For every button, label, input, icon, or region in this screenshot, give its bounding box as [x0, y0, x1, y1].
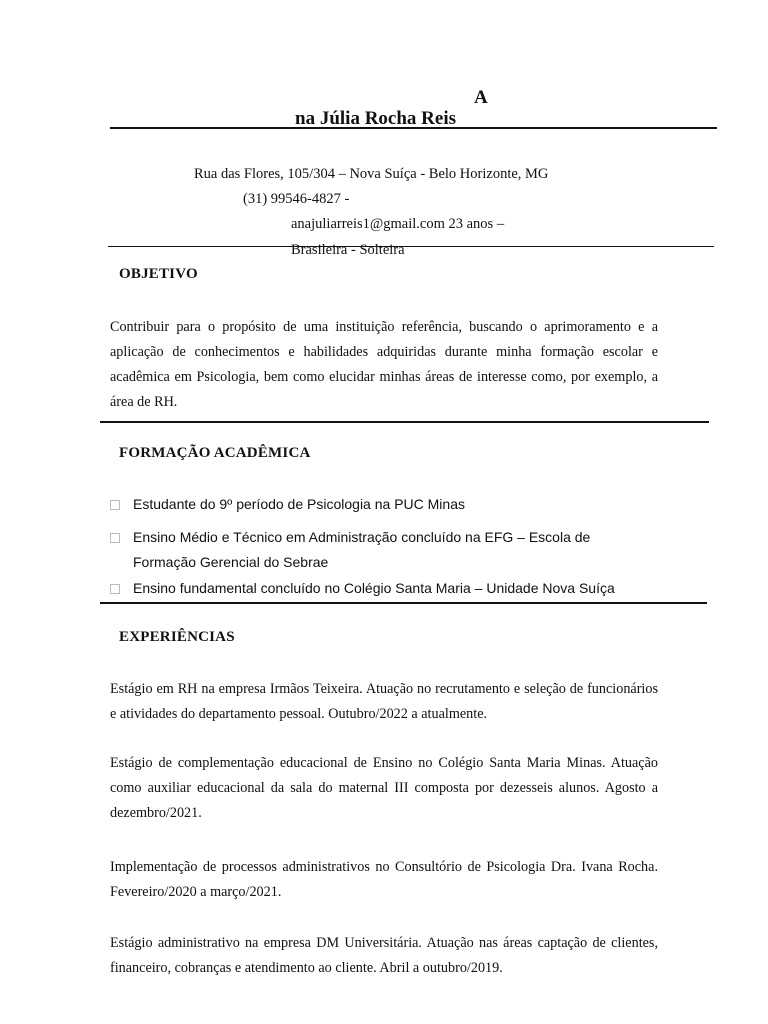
name-title: na Júlia Rocha Reis [295, 108, 456, 129]
checkbox-bullet-icon [110, 500, 120, 510]
education-item-text: Estudante do 9º período de Psicologia na PUC Minas [133, 496, 465, 512]
email-age-line: anajuliarreis1@gmail.com 23 anos – [291, 216, 505, 232]
education-item [110, 576, 670, 601]
education-item-text: Ensino fundamental concluído no Colégio Santa Maria – Unidade Nova Suíça [133, 580, 615, 596]
objective-heading: OBJETIVO [119, 266, 198, 282]
experience-item: Implementação de processos administrativos no Consultório de Psicologia Dra. Ivana Rocha. Fevereiro/2020 a março/2021. [110, 859, 658, 900]
address-line: Rua das Flores, 105/304 – Nova Suíça - Belo Horizonte, MG [194, 166, 549, 182]
education-item [110, 525, 610, 575]
experience-heading: EXPERIÊNCIAS [119, 629, 235, 645]
experience-item: Estágio administrativo na empresa DM Universitária. Atuação nas áreas captação de clientes, financeiro, cobranças e atendimento ao cliente. Abril a outubro/2019. [110, 935, 658, 976]
objective-text: Contribuir para o propósito de uma instituição referência, buscando o aprimoramento e a aplicação de conhecimentos e habilidades adquiridas durante minha formação escolar e acadêmica em Psicologia, bem como elucidar minhas áreas de interesse como, por exemplo, a área de RH. [110, 319, 658, 410]
education-divider [100, 602, 707, 604]
education-item-text: Ensino Médio e Técnico em Administração concluído na EFG – Escola de Formação Gerencial do Sebrae [133, 529, 591, 570]
checkbox-bullet-icon [110, 533, 120, 543]
education-heading: FORMAÇÃO ACADÊMICA [119, 445, 311, 461]
objective-divider [100, 421, 709, 423]
experience-item: Estágio de complementação educacional de Ensino no Colégio Santa Maria Minas. Atuação como auxiliar educacional da sala do maternal III composta por dezesseis alunos. Agosto a dezembro/2021. [110, 755, 658, 821]
experience-item: Estágio em RH na empresa Irmãos Teixeira. Atuação no recrutamento e seleção de funcionários e atividades do departamento pessoal. Outubro/2022 a atualmente. [110, 681, 658, 722]
status-line: Brasileira - Solteira [291, 242, 405, 258]
checkbox-bullet-icon [110, 584, 120, 594]
header-divider [110, 127, 717, 129]
contact-divider [108, 246, 714, 247]
education-item [110, 492, 670, 517]
phone-line: (31) 99546-4827 - [243, 191, 350, 207]
name-initial: A [474, 87, 488, 108]
